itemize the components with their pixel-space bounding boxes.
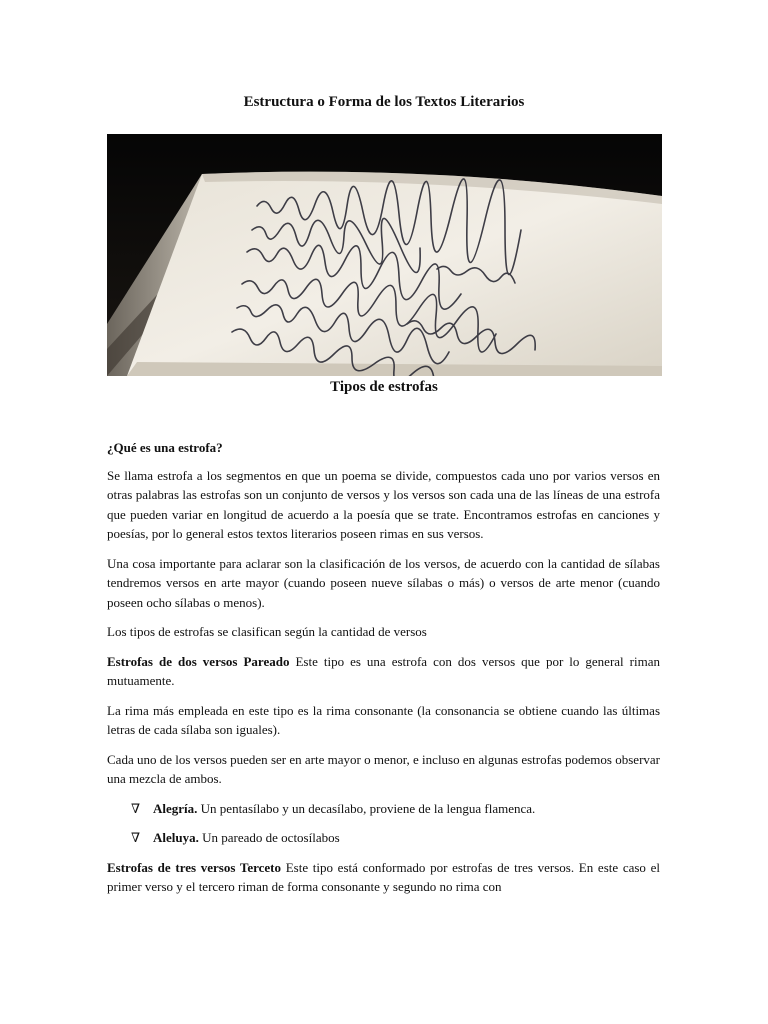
section-subtitle: Tipos de estrofas xyxy=(330,379,438,395)
terceto-text: Este tipo está conformado por estrofas de tres versos. En este caso el primer verso y el tercero riman de forma consonante y segundo no rima con xyxy=(107,859,660,894)
question-heading: ¿Qué es una estrofa? xyxy=(107,440,223,455)
document-title: Estructura o Forma de los Textos Literarios xyxy=(243,94,525,110)
paragraph-pareado xyxy=(107,652,660,691)
paragraph-rima: La rima más empleada en este tipo es la rima consonante (la consonancia se obtiene cuando las últimas letras de cada sílaba son iguales). xyxy=(107,702,660,737)
pareado-text: Este tipo es una estrofa con dos versos que por lo general riman mutuamente. xyxy=(107,653,661,688)
terceto-heading: Estrofas de tres versos Terceto xyxy=(107,859,282,875)
document-body xyxy=(107,438,660,907)
paragraph-definition: Se llama estrofa a los segmentos en que un poema se divide, compuestos cada uno por varios versos en otras palabras las estrofas son un conjunto de versos y los versos son cada una de las líneas de una estrofa que pueden variar en longitud de acuerdo a la poesía que se trate. Encontramos estrofas en canciones y poesías, por lo general estos textos literarios poseen rimas en sus versos. xyxy=(107,467,660,541)
list-item xyxy=(107,799,660,819)
list-item-text: Un pentasílabo y un decasílabo, proviene de la lengua flamenca. xyxy=(197,800,536,816)
pareado-heading: Estrofas de dos versos Pareado xyxy=(107,653,290,669)
list-item xyxy=(107,828,660,848)
list-item-term: Alegría. xyxy=(153,800,198,816)
handwritten-book-photo xyxy=(107,134,662,376)
list-item-text: Un pareado de octosílabos xyxy=(198,830,340,845)
list-item-term: Aleluya. xyxy=(153,830,199,845)
paragraph-types-intro: Los tipos de estrofas se clasifican según la cantidad de versos xyxy=(107,624,427,639)
triangle-bullet-icon: ∇ xyxy=(131,800,141,816)
paragraph-arte: Cada uno de los versos pueden ser en arte mayor o menor, e incluso en algunas estrofas podemos observar una mezcla de ambos. xyxy=(107,751,660,786)
paragraph-classification: Una cosa importante para aclarar son la clasificación de los versos, de acuerdo con la cantidad de sílabas tendremos versos en arte mayor (cuando poseen nueve sílabas o más) o versos de arte menor (cuando poseen ocho sílabas o menos). xyxy=(107,555,660,610)
triangle-bullet-icon: ∇ xyxy=(131,830,141,845)
paragraph-terceto xyxy=(107,858,660,897)
strophe-type-list xyxy=(107,799,660,848)
